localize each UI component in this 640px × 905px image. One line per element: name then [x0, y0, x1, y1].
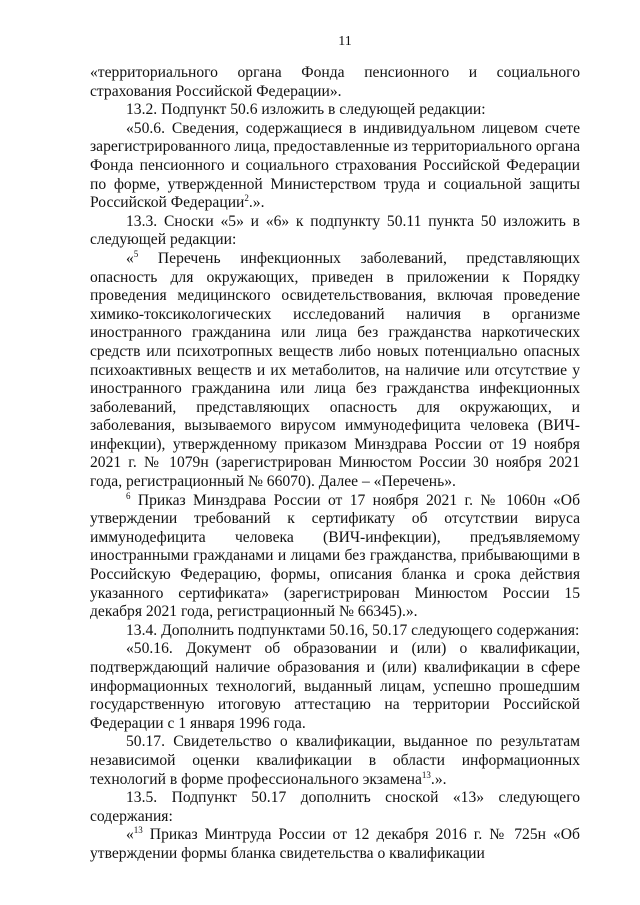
paragraph-text: 13.4. Дополнить подпунктами 50.16, 50.17 следующего содержания: [126, 621, 580, 639]
open-quote: « [126, 249, 134, 267]
footnote-5 [90, 250, 580, 492]
paragraph-50-6 [90, 120, 580, 213]
paragraph-continuation [90, 64, 580, 101]
footnote-13 [90, 826, 580, 863]
footnote-marker: 5 [133, 248, 139, 259]
paragraph-13-2 [90, 101, 580, 120]
footnote-text: Приказ Минтруда России от 12 декабря 2016 г. № 725н «Об утверждении формы бланка свидетельства о квалификации [90, 826, 580, 862]
paragraph-text: «50.6. Сведения, содержащиеся в индивидуальном лицевом счете зарегистрированного лица, предоставленные из территориального органа Фонда пенсионного и социального страхования Российской Федерации по форме, утвержденной Министерством труда и социальной защиты Российской Федерации [90, 119, 580, 212]
paragraph-text: «50.16. Документ об образовании и (или) о квалификации, подтверждающий наличие образования и (или) квалификации в сфере информационных технологий, выданный лицам, успешно прошедшим государственную итоговую аттестацию на территории Российской Федерации с 1 января 1996 года. [90, 640, 580, 732]
footnote-ref: 2 [244, 192, 249, 203]
paragraph-text: «территориального органа Фонда пенсионного и социального страхования Российской Федерации». [90, 64, 580, 100]
paragraph-text: 13.2. Подпункт 50.6 изложить в следующей редакции: [126, 101, 486, 119]
footnote-marker: 6 [126, 490, 131, 501]
footnote-text: Приказ Минздрава России от 17 ноября 2021 г. № 1060н «Об утверждении требований к сертификату об отсутствии вируса иммунодефицита человека (ВИЧ-инфекции), предъявляемому иностранными гражданами и лицами без гражданства, прибывающими в Российскую Федерацию, формы, описания бланка и срока действия указанного сертификата» (зарегистрирован Минюстом России 15 декабря 2021 года, регистрационный № 66345).». [90, 491, 580, 621]
paragraph-13-4 [90, 622, 580, 641]
paragraph-text: 50.17. Свидетельство о квалификации, выданное по результатам независимой оценки квалификации в области информационных технологий в форме профессионального экзамена [90, 733, 580, 788]
footnote-6 [90, 492, 580, 622]
paragraph-13-3 [90, 213, 580, 250]
page-number: 11 [338, 34, 352, 49]
paragraph-tail: .». [248, 194, 265, 212]
footnote-ref: 13 [421, 769, 431, 780]
paragraph-50-17 [90, 733, 580, 789]
paragraph-text: 13.3. Сноски «5» и «6» к подпункту 50.11 пункта 50 изложить в следующей редакции: [90, 212, 580, 249]
footnote-text: Перечень инфекционных заболеваний, представляющих опасность для окружающих, приведен в приложении к Порядку проведения медицинского освидетельствования, включая проведение химико-токсикологических исследований наличия в организме иностранного гражданина или лица без гражданства наркотических средств или психотропных веществ либо новых потенциально опасных психоактивных веществ и их метаболитов, на наличие или отсутствие у иностранного гражданина или лица без гражданства инфекционных заболеваний, представляющих опасность для окружающих, и заболевания, вызываемого вирусом иммунодефицита человека (ВИЧ-инфекции), утвержденному приказом Минздрава России от 19 ноября 2021 г. № 1079н (зарегистрирован Минюстом России 30 ноября 2021 года, регистрационный № 66070). Далее – «Перечень». [90, 249, 580, 491]
open-quote: « [126, 826, 134, 844]
footnote-marker: 13 [133, 825, 143, 836]
paragraph-text: 13.5. Подпункт 50.17 дополнить сноской «13» следующего содержания: [90, 789, 580, 825]
paragraph-13-5 [90, 789, 580, 826]
paragraph-50-16 [90, 640, 580, 733]
paragraph-tail: .». [430, 770, 447, 788]
